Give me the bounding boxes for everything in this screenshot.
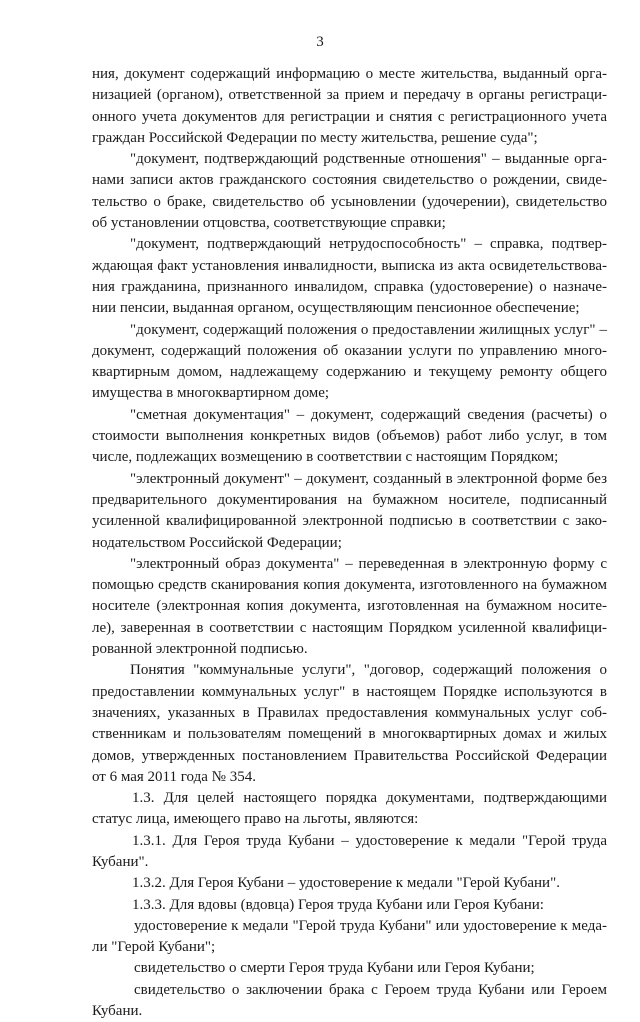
text-line: 1.3. Для целей настоящего порядка документами, подтверждающими — [132, 790, 607, 807]
text-line: "документ, подтверждающий нетрудоспособность" – справка, подтвер- — [130, 236, 607, 253]
text-line: Понятия "коммунальные услуги", "договор, содержащий положения о — [130, 662, 607, 679]
text-line: "электронный документ" – документ, созданный в электронной форме без — [130, 470, 607, 487]
text-line: "электронный образ документа" – переведенная в электронную форму с — [130, 555, 607, 572]
text-line: об установлении отцовства, соответствующие справки; — [92, 215, 446, 232]
text-line: усиленной квалифицированной электронной подписью в соответствии с зако- — [92, 513, 607, 530]
text-line: граждан Российской Федерации по месту жительства, решение суда"; — [92, 129, 538, 146]
text-line: ния, документ содержащий информацию о месте жительства, выданный орга- — [92, 66, 607, 82]
text-line: 1.3.3. Для вдовы (вдовца) Героя труда Кубани или Героя Кубани: — [132, 896, 544, 913]
text-line: "документ, подтверждающий родственные отношения" – выданные орга- — [130, 151, 607, 168]
text-line: "документ, содержащий положения о предоставлении жилищных услуг" – — [130, 321, 607, 338]
text-line: ле), заверенная в соответствии с настоящим Порядком усиленной квалифици- — [92, 619, 607, 636]
text-line: предоставлении коммунальных услуг" в настоящем Порядке используются в — [92, 683, 607, 700]
text-line: свидетельство о смерти Героя труда Кубани или Героя Кубани; — [134, 960, 535, 977]
text-line: нодательством Российской Федерации; — [92, 534, 342, 551]
text-line: предварительного документирования на бумажном носителе, подписанный — [92, 491, 607, 508]
text-line: от 6 мая 2011 года № 354. — [92, 768, 256, 785]
text-line: Кубани. — [92, 1003, 143, 1020]
text-line: статус лица, имеющего право на льготы, являются: — [92, 811, 419, 828]
text-line: домов, утвержденных постановлением Правительства Российской Федерации — [92, 747, 607, 764]
text-line: ственникам и пользователям помещений в многоквартирных домах и жилых — [92, 726, 607, 743]
text-line: 1.3.1. Для Героя труда Кубани – удостоверение к медали "Герой труда — [132, 832, 607, 849]
text-line: рованной электронной подписью. — [92, 641, 308, 658]
text-line: нии пенсии, выданная органом, осуществляющим пенсионное обеспечение; — [92, 300, 580, 317]
text-line: низацией (органом), ответственной за прием и передачу в органы регистраци- — [92, 87, 607, 104]
text-line: квартирным домом, надлежащему содержанию и текущему ремонту общего — [92, 364, 607, 381]
text-line: значениях, указанных в Правилах предоставления коммунальных услуг соб- — [92, 704, 607, 721]
text-line: свидетельство о заключении брака с Героем труда Кубани или Героем — [134, 981, 607, 998]
document-body — [92, 64, 607, 1022]
text-line: "сметная документация" – документ, содержащий сведения (расчеты) о — [130, 406, 607, 423]
text-line: тельство о браке, свидетельство об усыновлении (удочерении), свидетельство — [92, 193, 607, 210]
text-line: документ, содержащий положения об оказании услуги по управлению много- — [92, 342, 607, 359]
text-line: ли "Герой Кубани"; — [92, 939, 216, 956]
text-line: ждающая факт установления инвалидности, выписка из акта освидетельствова- — [92, 257, 607, 274]
text-line: ния гражданина, признанного инвалидом, справка (удостоверение) о назначе- — [92, 278, 607, 295]
text-line: стоимости выполнения конкретных видов (объемов) работ либо услуг, в том — [92, 428, 607, 445]
text-line: Кубани". — [92, 853, 149, 870]
text-line: носителе (электронная копия документа, изготовленная на бумажном носите- — [92, 598, 607, 615]
text-line: нами записи актов гражданского состояния свидетельство о рождении, свиде- — [92, 172, 607, 189]
text-line: помощью средств сканирования копия документа, изготовленного на бумажном — [92, 577, 607, 594]
text-line: 1.3.2. Для Героя Кубани – удостоверение к медали "Герой Кубани". — [132, 875, 560, 892]
text-line: имущества в многоквартирном доме; — [92, 385, 330, 402]
text-line: числе, подлежащих возмещению в соответствии с настоящим Порядком; — [92, 449, 559, 466]
page-number: 3 — [316, 34, 324, 50]
text-line: онного учета документов для регистрации и снятия с регистрационного учета — [92, 108, 607, 125]
text-line: удостоверение к медали "Герой труда Кубани" или удостоверение к меда- — [134, 917, 607, 934]
